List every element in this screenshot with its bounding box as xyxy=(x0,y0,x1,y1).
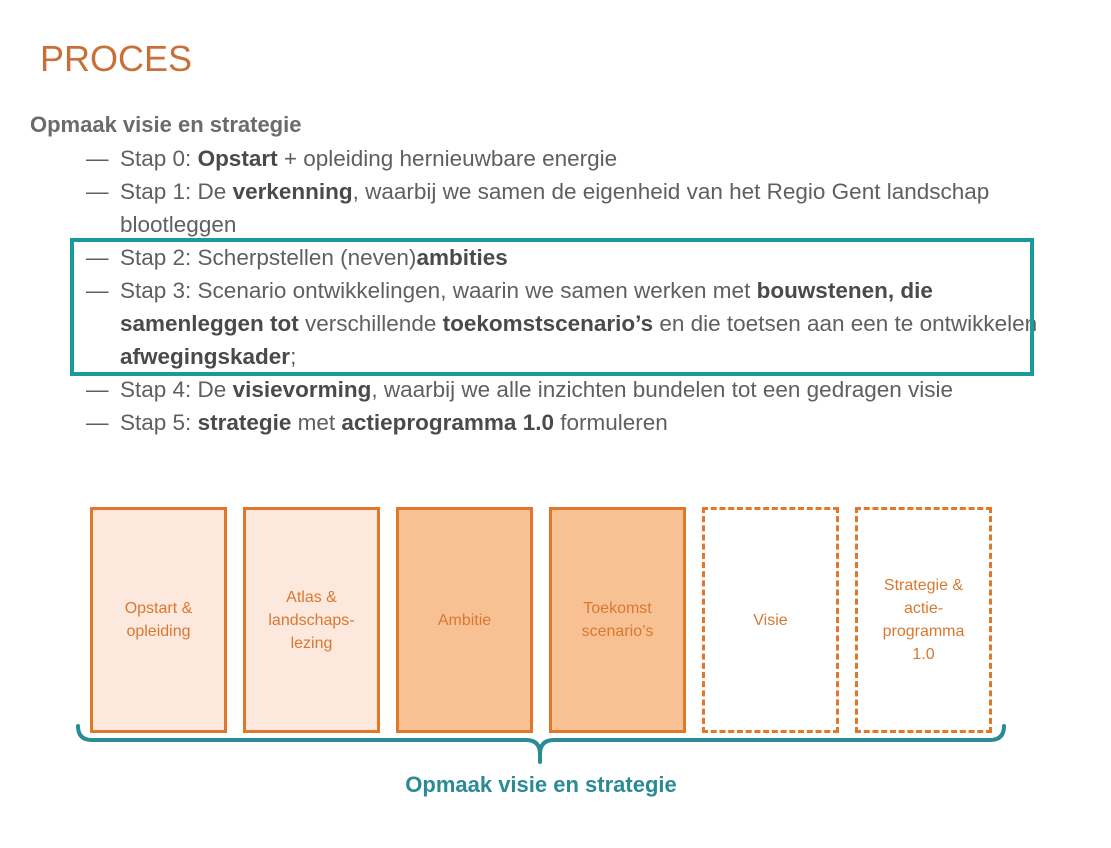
step-text-segment: , waarbij we samen de eigenheid van het Regio Gent landschap blootleggen xyxy=(120,179,990,237)
step-text xyxy=(120,179,989,237)
step-text-bold: bouwstenen, die samenleggen tot xyxy=(120,278,933,336)
step-text-bold: afwegingskader xyxy=(120,344,291,369)
step-text-bold: ambities xyxy=(416,245,508,270)
phase-card-label: Strategie & actie- programma 1.0 xyxy=(882,577,965,663)
step-dash: — xyxy=(86,377,109,402)
phase-card-toekomst xyxy=(549,507,686,733)
step-text-segment: ; xyxy=(290,344,297,369)
step-text-bold: strategie xyxy=(197,410,292,435)
phase-card-opstart xyxy=(90,507,227,733)
step-text-bold: actieprogramma 1.0 xyxy=(341,410,554,435)
step-text-segment: verschillende xyxy=(298,311,443,336)
phase-card-visie xyxy=(702,507,839,733)
phase-card-label: Ambitie xyxy=(437,611,492,629)
step-text-segment: Stap 1: De xyxy=(120,179,233,204)
step-text-segment: Stap 5: xyxy=(120,410,198,435)
step-text-bold: Opstart xyxy=(197,146,278,171)
phase-card-label: Visie xyxy=(753,611,788,629)
page-title: PROCES xyxy=(40,38,193,79)
curly-brace-icon xyxy=(74,722,1014,768)
step-item xyxy=(86,406,1076,439)
step-text-segment: Stap 0: xyxy=(120,146,198,171)
step-text-segment: met xyxy=(291,410,342,435)
phase-card-label: Toekomst scenario’s xyxy=(581,600,654,640)
step-dash: — xyxy=(86,146,109,171)
step-text-bold: toekomstscenario’s xyxy=(442,311,654,336)
step-dash: — xyxy=(86,278,109,303)
highlight-box-steps-2-3 xyxy=(70,238,1034,376)
step-text-segment: + opleiding hernieuwbare energie xyxy=(277,146,618,171)
phase-card-ambitie xyxy=(396,507,533,733)
step-text-segment: Stap 4: De xyxy=(120,377,233,402)
phase-card-label: Atlas & landschaps- lezing xyxy=(268,588,355,652)
step-item xyxy=(86,142,1076,175)
step-text xyxy=(120,146,617,171)
step-text-segment: en die toetsen aan een te ontwikkelen xyxy=(653,311,1038,336)
footer-label: Opmaak visie en strategie xyxy=(405,772,677,797)
step-item xyxy=(86,175,1076,241)
phase-card-strategie xyxy=(855,507,992,733)
section-heading: Opmaak visie en strategie xyxy=(30,112,302,137)
step-item xyxy=(86,373,1076,406)
step-text xyxy=(120,377,953,402)
step-text-segment: Stap 2: Scherpstellen (neven) xyxy=(120,245,417,270)
step-dash: — xyxy=(86,410,109,435)
phase-card-atlas xyxy=(243,507,380,733)
step-text-bold: visievorming xyxy=(232,377,372,402)
step-text-bold: verkenning xyxy=(232,179,353,204)
step-text-segment: Stap 3: Scenario ontwikkelingen, waarin we samen werken met xyxy=(120,278,757,303)
step-dash: — xyxy=(86,245,109,270)
step-dash: — xyxy=(86,179,109,204)
step-text xyxy=(120,410,668,435)
step-text-segment: formuleren xyxy=(553,410,668,435)
step-text-segment: , waarbij we alle inzichten bundelen tot een gedragen visie xyxy=(371,377,954,402)
phase-card-label: Opstart & opleiding xyxy=(124,600,193,640)
